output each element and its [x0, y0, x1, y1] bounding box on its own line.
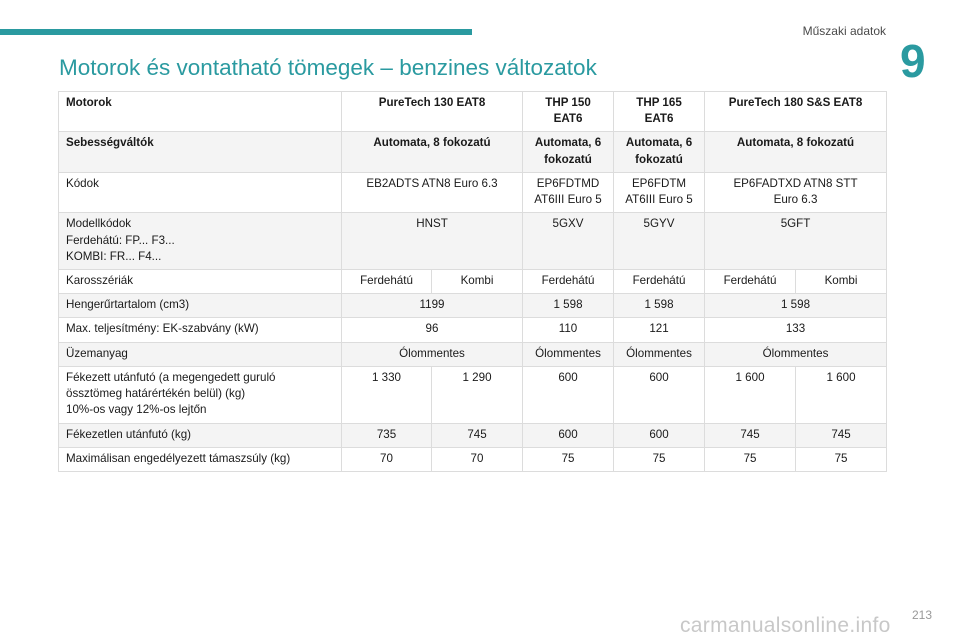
cell-line: EP6FDTM AT6III Euro 5: [625, 176, 693, 207]
table-cell: [614, 132, 705, 172]
table-cell: 1199: [342, 294, 523, 318]
header-accent-bar: [0, 29, 472, 35]
table-cell: 600: [614, 423, 705, 447]
table-cell: [705, 172, 887, 212]
row-label: Motorok: [59, 92, 342, 132]
table-cell: Automata, 8 fokozatú: [342, 132, 523, 172]
row-label: [59, 366, 342, 423]
table-cell: 600: [523, 366, 614, 423]
section-label: Műszaki adatok: [802, 24, 886, 38]
table-row: [59, 132, 887, 172]
table-cell: Ferdehátú: [614, 269, 705, 293]
table-cell: 745: [432, 423, 523, 447]
row-label: Karosszériák: [59, 269, 342, 293]
table-cell: Ferdehátú: [523, 269, 614, 293]
table-cell: Ólommentes: [342, 342, 523, 366]
row-label: Üzemanyag: [59, 342, 342, 366]
table-cell: Ólommentes: [614, 342, 705, 366]
cell-line: THP 150 EAT6: [545, 96, 591, 126]
table-cell: Ólommentes: [705, 342, 887, 366]
table-cell: 1 598: [705, 294, 887, 318]
table-cell: [614, 172, 705, 212]
chapter-number: 9: [900, 35, 926, 87]
page-number: 213: [912, 608, 933, 622]
table-cell: 75: [796, 447, 887, 471]
table-row: [59, 213, 887, 270]
table-cell: 600: [523, 423, 614, 447]
table-cell: 75: [523, 447, 614, 471]
table-cell: Kombi: [432, 269, 523, 293]
row-label: Sebességváltók: [59, 132, 342, 172]
cell-line: Automata, 6 fokozatú: [625, 136, 693, 166]
table-cell: Ferdehátú: [705, 269, 796, 293]
table-cell: 5GXV: [523, 213, 614, 270]
watermark-text: carmanualsonline.info: [680, 614, 891, 637]
table-cell: 5GFT: [705, 213, 887, 270]
table-cell: 110: [523, 318, 614, 342]
table-cell: 1 330: [342, 366, 432, 423]
table-cell: 1 598: [523, 294, 614, 318]
table-cell: PureTech 180 S&S EAT8: [705, 92, 887, 132]
table-cell: 745: [796, 423, 887, 447]
cell-line: EP6FDTMD AT6III Euro 5: [534, 176, 602, 207]
table-row: [59, 172, 887, 212]
table-cell: [614, 92, 705, 132]
table-cell: [523, 132, 614, 172]
table-cell: Ferdehátú: [342, 269, 432, 293]
table-cell: Automata, 8 fokozatú: [705, 132, 887, 172]
page-title: Motorok és vontatható tömegek – benzines változatok: [59, 55, 597, 80]
table-cell: Kombi: [796, 269, 887, 293]
table-cell: HNST: [342, 213, 523, 270]
cell-line: Fékezett utánfutó (a megengedett guruló össztömeg határértékén belül) (kg) 10%-os vagy 12%-os lejtőn: [66, 370, 276, 417]
table-cell: 1 600: [705, 366, 796, 423]
table-row: [59, 447, 887, 471]
table-cell: Ólommentes: [523, 342, 614, 366]
table-cell: EB2ADTS ATN8 Euro 6.3: [342, 172, 523, 212]
table-row: [59, 366, 887, 423]
row-label: Fékezetlen utánfutó (kg): [59, 423, 342, 447]
table-row: [59, 318, 887, 342]
table-cell: PureTech 130 EAT8: [342, 92, 523, 132]
table-row: [59, 423, 887, 447]
table-cell: 70: [342, 447, 432, 471]
cell-line: Automata, 6 fokozatú: [534, 136, 602, 166]
table-row: [59, 92, 887, 132]
cell-line: THP 165 EAT6: [636, 96, 682, 126]
table-cell: 70: [432, 447, 523, 471]
table-row: [59, 294, 887, 318]
table-cell: 75: [705, 447, 796, 471]
table-cell: 133: [705, 318, 887, 342]
table-cell: 600: [614, 366, 705, 423]
engine-spec-table: [58, 91, 887, 472]
table-cell: 75: [614, 447, 705, 471]
table-cell: 1 290: [432, 366, 523, 423]
table-cell: 5GYV: [614, 213, 705, 270]
row-label: Hengerűrtartalom (cm3): [59, 294, 342, 318]
table-row: [59, 269, 887, 293]
row-label: Kódok: [59, 172, 342, 212]
table-cell: [523, 172, 614, 212]
cell-line: EP6FADTXD ATN8 STT Euro 6.3: [733, 176, 858, 207]
table-cell: 121: [614, 318, 705, 342]
table-cell: 1 598: [614, 294, 705, 318]
cell-line: Modellkódok Ferdehátú: FP... F3... KOMBI: FR... F4...: [66, 217, 175, 263]
table-cell: 96: [342, 318, 523, 342]
table-cell: 745: [705, 423, 796, 447]
table-cell: 1 600: [796, 366, 887, 423]
table-row: [59, 342, 887, 366]
table-cell: 735: [342, 423, 432, 447]
row-label: Max. teljesítmény: EK-szabvány (kW): [59, 318, 342, 342]
row-label: [59, 213, 342, 270]
table-cell: [523, 92, 614, 132]
row-label: Maximálisan engedélyezett támaszsúly (kg): [59, 447, 342, 471]
